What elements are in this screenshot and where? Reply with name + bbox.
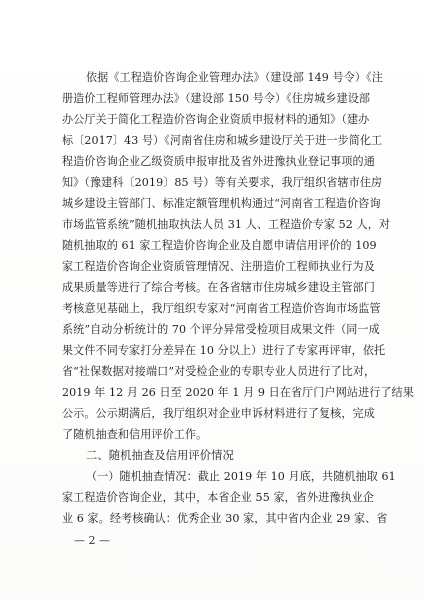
text-line: 家工程造价咨询企业，其中，本省企业 55 家，省外进豫执业企 [62,491,375,504]
text-line: 考核意见基础上，我厅组织专家对“河南省工程造价咨询市场监管 [62,302,381,315]
text-line: 市场监管系统”随机抽取执法人员 31 人、工程造价专家 52 人，对 [62,218,391,231]
text-line: 省“社保数据对接端口”对受检企业的专职专业人员进行了比对， [62,365,376,378]
page-number: — 2 — [74,534,110,547]
text-line: 城乡建设主管部门、标准定额管理机构通过“河南省工程造价咨询 [62,197,381,210]
section-heading: 二、随机抽查及信用评价情况 [86,449,234,462]
text-line: 家工程造价咨询企业资质管理情况、注册造价工程师执业行为及 [62,260,375,273]
text-line: 业 6 家。经考核确认：优秀企业 30 家，其中省内企业 29 家、省 [62,512,388,525]
text-line: 2019 年 12 月 26 日至 2020 年 1 月 9 日在省厅门户网站进行了结果 [62,386,414,399]
text-line: 随机抽取的 61 家工程造价咨询企业及自愿申请信用评价的 109 [62,239,377,252]
text-line: 标〔2017〕43 号）《河南省住房和城乡建设厅关于进一步简化工 [62,134,383,147]
text-line: 册造价工程师管理办法》（建设部 150 号令）《住房城乡建设部 [62,92,371,105]
text-line: 了随机抽查和信用评价工作。 [62,428,208,441]
text-line: 程造价咨询企业乙级资质申报审批及省外进豫执业登记事项的通 [62,155,375,168]
text-line: 公示。公示期满后，我厅组织对企业申诉材料进行了复核，完成 [62,407,375,420]
text-line: 知》（豫建科〔2019〕85 号）等有关要求，我厅组织省辖市住房 [62,176,383,189]
text-line: （一）随机抽查情况：截止 2019 年 10 月底，共随机抽取 61 [86,470,396,483]
text-line: 成果质量等进行了综合考核。在各省辖市住房城乡建设主管部门 [62,281,375,294]
text-line: 办公厅关于简化工程造价咨询企业资质申报材料的通知》（建办 [62,113,370,126]
text-line: 系统”自动分析统计的 70 个评分异常受检项目成果文件（同一成 [62,323,380,336]
text-line: 果文件不同专家打分差异在 10 分以上）进行了专家再评审，依托 [62,344,386,357]
document-body [62,67,414,529]
text-line: 依据《工程造价咨询企业管理办法》（建设部 149 号令）《注 [86,71,383,84]
